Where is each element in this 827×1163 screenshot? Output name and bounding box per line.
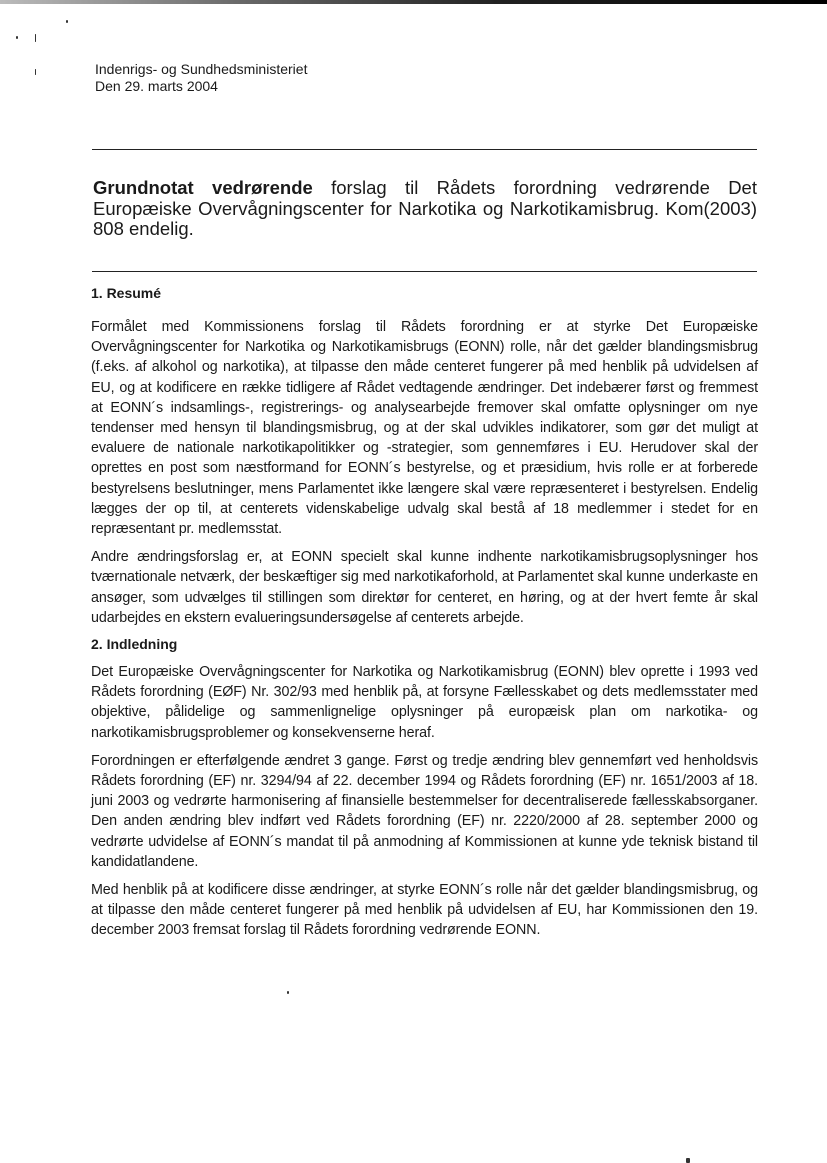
section-heading: 2. Indledning (91, 636, 178, 652)
scan-speck (35, 34, 36, 42)
document-title-rest: forslag til Rådets forordning vedrørende Det Europæiske Overvågningscenter for Narkotika og Narkotikamisbrug. Kom(2003) 808 endelig. (93, 177, 757, 239)
scan-speck (686, 1158, 690, 1163)
section-heading: 1. Resumé (91, 285, 162, 301)
document-date: Den 29. marts 2004 (95, 78, 218, 94)
scan-speck (66, 20, 68, 23)
header-divider (92, 149, 757, 150)
scan-speck (16, 36, 18, 39)
paragraph: Formålet med Kommissionens forslag til Rådets forordning er at styrke Det Europæiske Overvågningscenter for Narkotika og Narkotikamisbrugs (EONN) rolle, når det gælder blandingsmisbrug (f.eks. af alkohol og narkotika), at tilpasse den måde centeret fungerer på med henblik på udvidelsen af EU, og at kodificere en række tidligere af Rådet vedtagende ændringer. Det indebærer først og fremmest at EONN´s indsamlings-, registrerings- og analysearbejde fremover skal omfatte oplysninger om nye tendenser med hensyn til blandingsmisbrug, og at der skal udvikles indikatorer, som gør det muligt at evaluere de nationale narkotikapolitikker og -strategier, som gennemføres i EU. Herudover skal der oprettes en post som næstformand for EONN´s bestyrelse, og et præsidium, hvis rolle er at forberede bestyrelsens beslutninger, mens Parlamentet ikke længere skal være repræsenteret i bestyrelsen. Endelig lægges der op til, at centerets videnskabelige udvalg skal bestå af 18 medlemmer i stedet for en repræsentant pr. medlemsstat. (91, 319, 758, 538)
scan-edge (0, 0, 827, 4)
document-title (93, 178, 757, 240)
section-indledning (91, 635, 758, 941)
document-header (95, 61, 307, 95)
scan-speck (287, 991, 289, 994)
title-divider (92, 271, 757, 272)
paragraph: Med henblik på at kodificere disse ændringer, at styrke EONN´s rolle når det gælder blandingsmisbrug, og at tilpasse den måde centeret fungerer på med henblik på udvidelsen af EU, har Kommissionen den 19. december 2003 fremsat forslag til Rådets forordning vedrørende EONN. (91, 882, 758, 939)
paragraph: Andre ændringsforslag er, at EONN specielt skal kunne indhente narkotikamisbrugsoplysninger hos tværnationale netværk, der beskæftiger sig med narkotikaforhold, at Parlamentet skal kunne underkaste en ansøger, som udvælges til stillingen som direktør for centeret, en høring, og at der hvert femte år skal udarbejdes en ekstern evalueringsundersøgelse af centerets arbejde. (91, 549, 758, 626)
document-title-lead: Grundnotat vedrørende (93, 177, 313, 198)
scan-speck (35, 69, 36, 75)
paragraph: Forordningen er efterfølgende ændret 3 gange. Først og tredje ændring blev gennemført ved henholdsvis Rådets forordning (EF) nr. 3294/94 af 22. december 1994 og Rådets forordning (EF) nr. 1651/2003 af 18. juni 2003 og vedrørte harmonisering af finansielle bestemmelser for decentraliserede fællesskabsorganer. Den anden ændring blev indført ved Rådets forordning (EF) nr. 2220/2000 af 28. september 2000 og vedrørte udvidelse af EONN´s mandat til på anmodning af Kommissionen at kunne yde teknisk bistand til kandidatlandene. (91, 752, 758, 870)
ministry-name: Indenrigs- og Sundhedsministeriet (95, 61, 308, 77)
section-resume (91, 284, 758, 628)
paragraph: Det Europæiske Overvågningscenter for Narkotika og Narkotikamisbrug (EONN) blev oprette i 1993 ved Rådets forordning (EØF) Nr. 302/93 med henblik på, at forsyne Fællesskabet og dets medlemsstater med objektive, pålidelige og sammenlignelige oplysninger på europæisk plan om narkotika- og narkotikamisbrugsproblemer og konsekvenserne heraf. (91, 664, 758, 741)
